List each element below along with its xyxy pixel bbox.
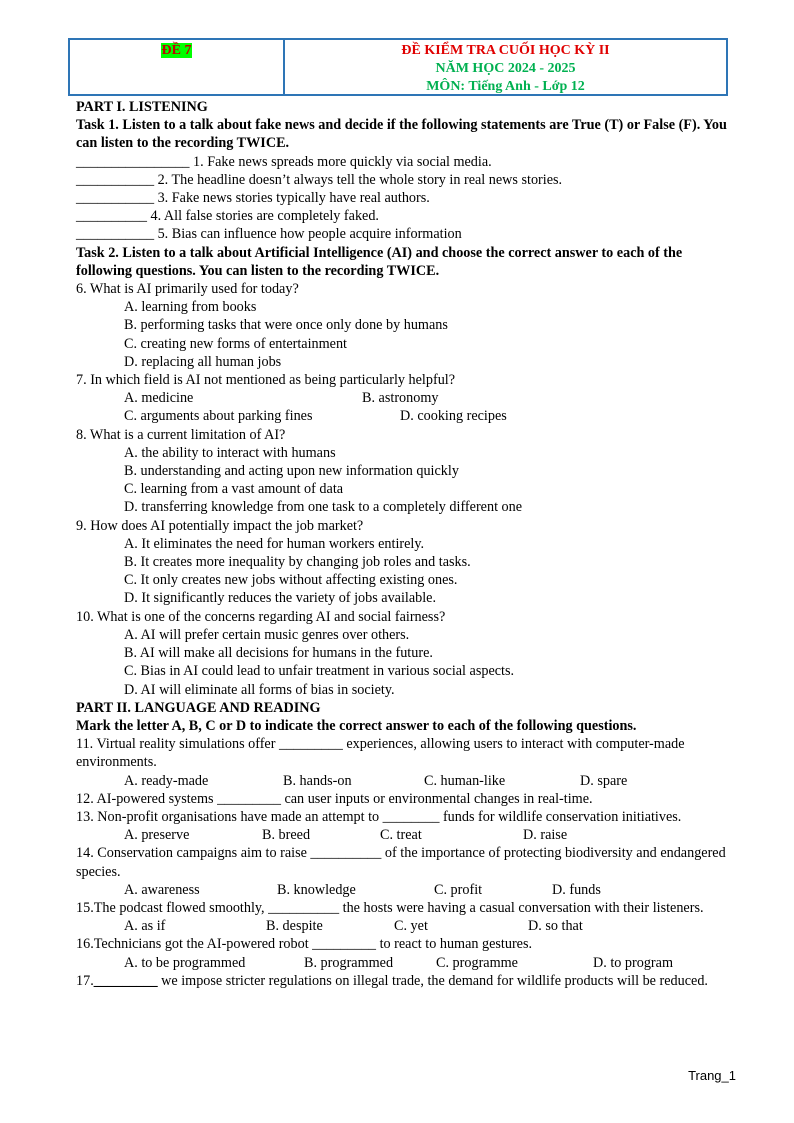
option: C. It only creates new jobs without affecting existing ones. xyxy=(124,572,458,589)
option: A. It eliminates the need for human workers entirely. xyxy=(124,535,425,552)
question-10: 10. What is one of the concerns regarding AI and social fairness? xyxy=(76,608,446,625)
exam-content xyxy=(76,98,738,990)
question-12: 12. AI-powered systems _________ can user inputs or environmental changes in real-time. xyxy=(76,790,593,807)
option: B. breed xyxy=(262,827,311,844)
exam-code-cell xyxy=(70,40,285,94)
part1-title: PART I. LISTENING xyxy=(76,99,208,115)
option: D. spare xyxy=(580,772,628,789)
option: C. arguments about parking fines xyxy=(124,408,313,425)
option: C. creating new forms of entertainment xyxy=(124,335,347,352)
option: C. yet xyxy=(394,918,428,935)
option: A. preserve xyxy=(124,827,190,844)
options-row xyxy=(76,881,738,899)
option: A. the ability to interact with humans xyxy=(124,444,336,461)
question-11: 11. Virtual reality simulations offer _________ experiences, allowing users to interact with computer-made environments. xyxy=(76,736,685,771)
option: A. as if xyxy=(124,918,166,935)
task2-title: Task 2. Listen to a talk about Artificial Intelligence (AI) and choose the correct answer to each of the following questions. You can listen to the recording TWICE. xyxy=(76,244,683,279)
part2-title: PART II. LANGUAGE AND READING xyxy=(76,699,321,716)
option: C. treat xyxy=(380,827,422,844)
options-row xyxy=(76,826,738,844)
header-table xyxy=(68,38,728,96)
question-15: 15.The podcast flowed smoothly, __________ the hosts were having a casual conversation with their listeners. xyxy=(76,899,704,916)
option: D. so that xyxy=(528,918,583,935)
part2-instructions: Mark the letter A, B, C or D to indicate the correct answer to each of the following questions. xyxy=(76,717,637,734)
option: B. despite xyxy=(266,918,323,935)
option: C. learning from a vast amount of data xyxy=(124,481,344,498)
task1-item: ________________ 1. Fake news spreads more quickly via social media. xyxy=(76,153,492,170)
exam-title-cell xyxy=(285,40,726,94)
option: A. medicine xyxy=(124,390,194,407)
exam-code: ĐỀ 7 xyxy=(161,43,192,58)
option: B. understanding and acting upon new information quickly xyxy=(124,463,459,480)
options-row xyxy=(76,954,738,972)
question-17 xyxy=(76,972,738,990)
question-7: 7. In which field is AI not mentioned as being particularly helpful? xyxy=(76,372,456,389)
options-row xyxy=(76,407,738,425)
option: D. It significantly reduces the variety of jobs available. xyxy=(124,590,437,607)
question-8: 8. What is a current limitation of AI? xyxy=(76,426,286,443)
option: B. It creates more inequality by changing job roles and tasks. xyxy=(124,554,471,571)
subject: MÔN: Tiếng Anh - Lớp 12 xyxy=(426,79,585,94)
task1-item: ___________ 2. The headline doesn’t always tell the whole story in real news stories. xyxy=(76,171,563,188)
page-number: Trang_1 xyxy=(688,1068,736,1083)
option: D. to program xyxy=(593,954,673,971)
task1-item: __________ 4. All false stories are completely faked. xyxy=(76,208,379,225)
question-9: 9. How does AI potentially impact the job market? xyxy=(76,517,364,534)
option: A. AI will prefer certain music genres over others. xyxy=(124,626,410,643)
option: D. AI will eliminate all forms of bias in society. xyxy=(124,681,395,698)
option: C. Bias in AI could lead to unfair treatment in various social aspects. xyxy=(124,663,515,680)
question-17-number: 17. xyxy=(76,972,94,989)
question-6: 6. What is AI primarily used for today? xyxy=(76,281,299,298)
option: A. awareness xyxy=(124,881,200,898)
question-17-blank: _________ xyxy=(93,972,158,989)
task1-item: ___________ 5. Bias can influence how people acquire information xyxy=(76,226,462,243)
option: B. astronomy xyxy=(362,390,439,407)
question-14: 14. Conservation campaigns aim to raise __________ of the importance of protecting biodiversity and endangered species. xyxy=(76,845,726,880)
option: B. hands-on xyxy=(283,772,352,789)
option: A. to be programmed xyxy=(124,954,246,971)
options-row xyxy=(76,917,738,935)
question-16: 16.Technicians got the AI-powered robot _________ to react to human gestures. xyxy=(76,936,533,953)
option: D. replacing all human jobs xyxy=(124,353,282,370)
exam-title: ĐỀ KIỂM TRA CUỐI HỌC KỲ II xyxy=(401,43,610,58)
option: D. transferring knowledge from one task to a completely different one xyxy=(124,499,523,516)
option: D. cooking recipes xyxy=(400,408,507,425)
school-year: NĂM HỌC 2024 - 2025 xyxy=(435,61,576,76)
question-13: 13. Non-profit organisations have made an attempt to ________ funds for wildlife conservation initiatives. xyxy=(76,808,682,825)
option: B. AI will make all decisions for humans in the future. xyxy=(124,645,433,662)
option: B. programmed xyxy=(304,954,394,971)
question-17-text: we impose stricter regulations on illegal trade, the demand for wildlife products will be reduced. xyxy=(157,972,708,989)
option: C. profit xyxy=(434,881,483,898)
option: A. ready-made xyxy=(124,772,209,789)
task1-title: Task 1. Listen to a talk about fake news and decide if the following statements are True (T) or False (F). You can listen to the recording TWICE. xyxy=(76,117,727,152)
options-row xyxy=(76,772,738,790)
option: C. human-like xyxy=(424,772,506,789)
option: A. learning from books xyxy=(124,299,257,316)
option: B. knowledge xyxy=(277,881,356,898)
option: D. funds xyxy=(552,881,601,898)
option: D. raise xyxy=(523,827,568,844)
task1-item: ___________ 3. Fake news stories typically have real authors. xyxy=(76,190,430,207)
option: B. performing tasks that were once only done by humans xyxy=(124,317,448,334)
option: C. programme xyxy=(436,954,518,971)
options-row xyxy=(76,389,738,407)
